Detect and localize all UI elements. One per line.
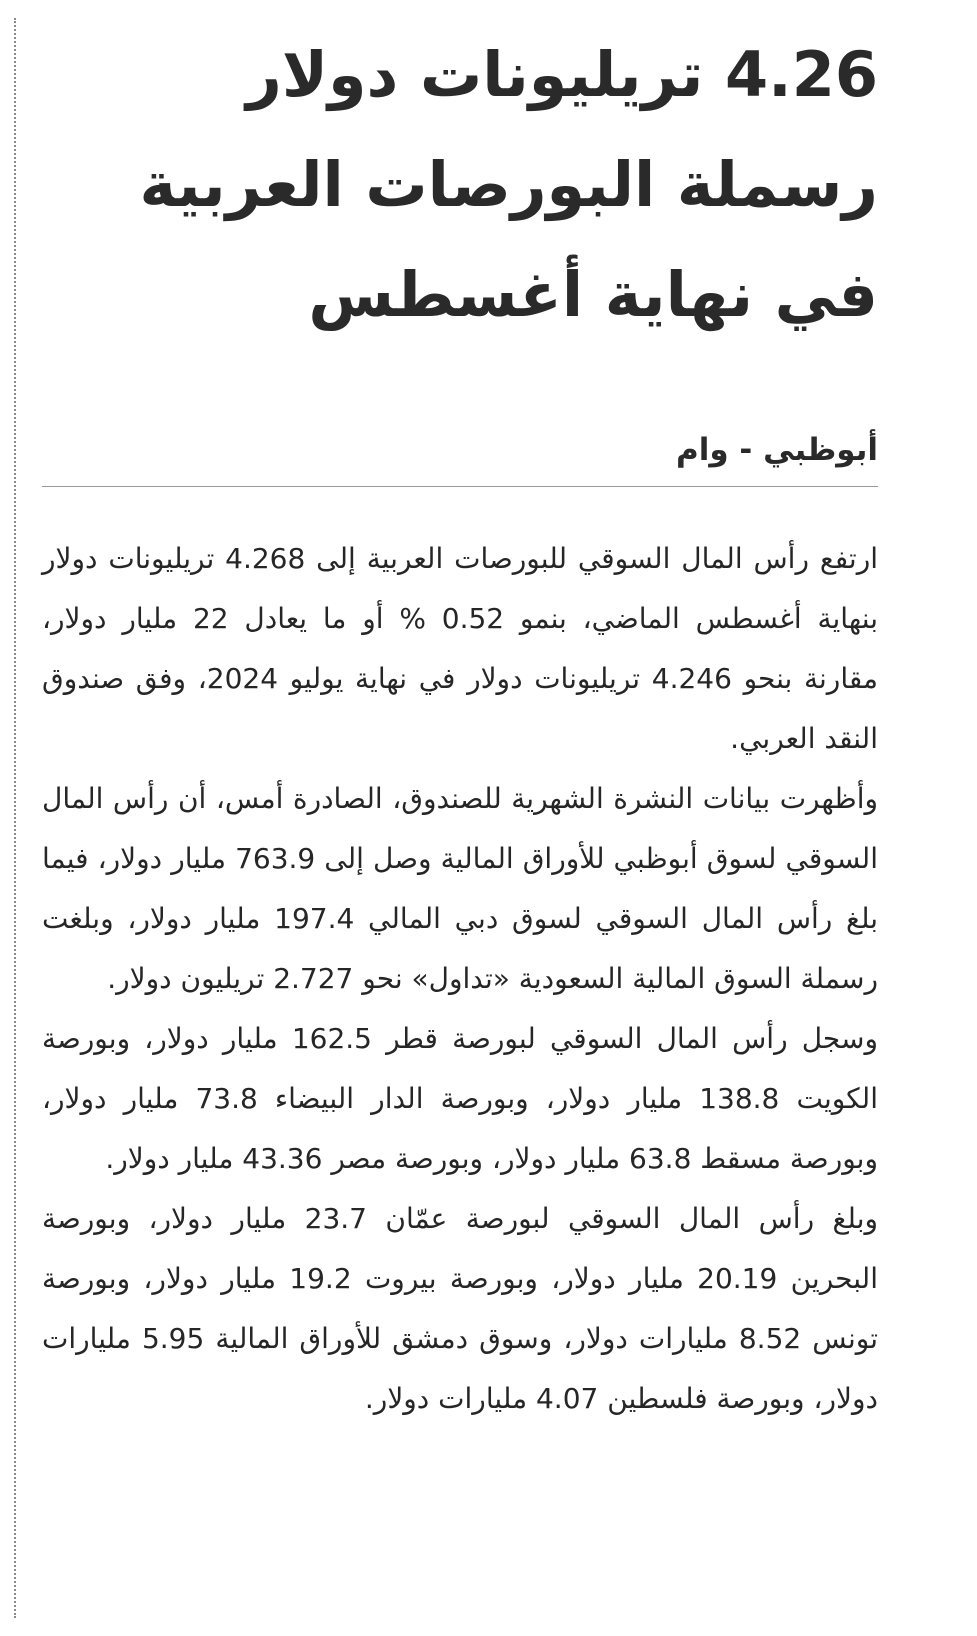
article-body [42, 529, 878, 1429]
headline-line: 4.26 تريليونات دولار [246, 38, 878, 111]
body-paragraph: ارتفع رأس المال السوقي للبورصات العربية إلى 4.268 تريليونات دولار بنهاية أغسطس الماضي، بنمو 0.52 % أو ما يعادل 22 مليار دولار، مقارنة بنحو 4.246 تريليونات دولار في نهاية يوليو 2024، وفق صندوق النقد العربي. [42, 542, 879, 755]
headline-line: رسملة البورصات العربية [139, 148, 878, 221]
body-paragraph: وسجل رأس المال السوقي لبورصة قطر 162.5 مليار دولار، وبورصة الكويت 138.8 مليار دولار، وبورصة الدار البيضاء 73.8 مليار دولار، وبورصة مسقط 63.8 مليار دولار، وبورصة مصر 43.36 مليار دولار. [42, 1022, 878, 1175]
headline-line: في نهاية أغسطس [308, 258, 878, 331]
headline [42, 20, 878, 350]
body-paragraph: وبلغ رأس المال السوقي لبورصة عمّان 23.7 مليار دولار، وبورصة البحرين 20.19 مليار دولار، وبورصة بيروت 19.2 مليار دولار، وبورصة تونس 8.52 مليارات دولار، وسوق دمشق للأوراق المالية 5.95 مليارات دولار، وبورصة فلسطين 4.07 مليارات دولار. [42, 1202, 879, 1415]
byline-divider [42, 486, 878, 487]
body-paragraph: وأظهرت بيانات النشرة الشهرية للصندوق، الصادرة أمس، أن رأس المال السوقي لسوق أبوظبي للأوراق المالية وصل إلى 763.9 مليار دولار، فيما بلغ رأس المال السوقي لسوق دبي المالي 197.4 مليار دولار، وبلغت رسملة السوق المالية السعودية «تداول» نحو 2.727 تريليون دولار. [42, 782, 879, 995]
column-divider [14, 18, 16, 1618]
article [42, 20, 878, 1429]
byline: أبوظبي - وام [676, 432, 878, 468]
